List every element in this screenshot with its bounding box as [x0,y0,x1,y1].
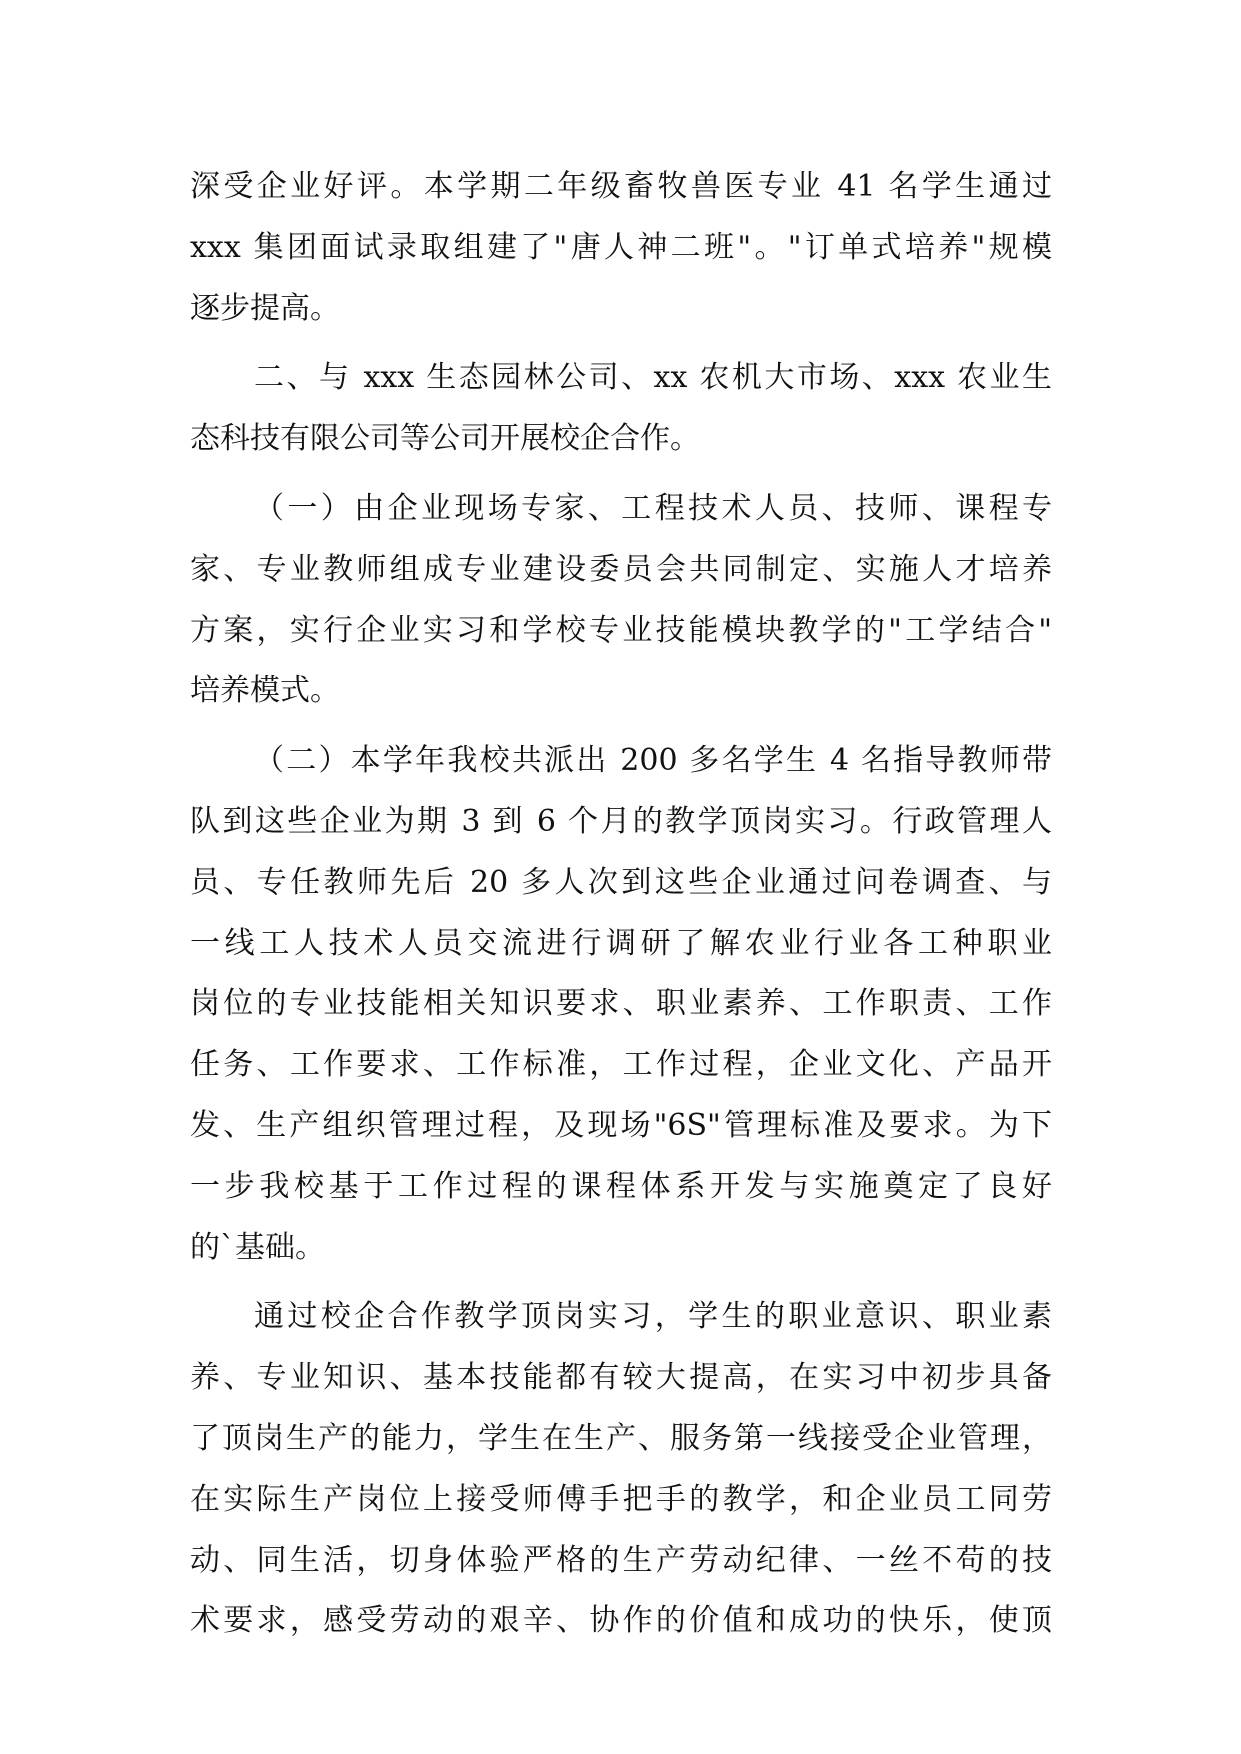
text-line: 方案，实行企业实习和学校专业技能模块教学的"工学结合" [190,612,1052,648]
text-line: 了顶岗生产的能力，学生在生产、服务第一线接受企业管理， [190,1420,1052,1456]
text-line: 逐步提高。 [190,290,340,326]
text-line: 深受企业好评。本学期二年级畜牧兽医专业 41 名学生通过 [190,169,1052,204]
text-line: （一）由企业现场专家、工程技术人员、技师、课程专 [254,490,1052,526]
paragraph [190,348,1052,470]
text-line: 一线工人技术人员交流进行调研了解农业行业各工种职业 [190,925,1052,961]
document-body [190,157,1052,1652]
text-line: 通过校企合作教学顶岗实习，学生的职业意识、职业素 [254,1299,1052,1335]
text-line: 养、专业知识、基本技能都有较大提高，在实习中初步具备 [190,1360,1052,1396]
text-line: 的`基础。 [190,1229,325,1265]
paragraph [190,479,1052,722]
text-line: （二）本学年我校共派出 200 多名学生 4 名指导教师带 [254,743,1052,779]
text-line: 术要求，感受劳动的艰辛、协作的价值和成功的快乐，使顶 [190,1603,1052,1639]
text-line: 动、同生活，切身体验严格的生产劳动纪律、一丝不苟的技 [190,1542,1052,1578]
text-line: 任务、工作要求、工作标准，工作过程，企业文化、产品开 [190,1047,1052,1083]
text-line: 家、专业教师组成专业建设委员会共同制定、实施人才培养 [190,551,1052,587]
text-line: xxx 集团面试录取组建了"唐人神二班"。"订单式培养"规模 [190,229,1052,265]
text-line: 一步我校基于工作过程的课程体系开发与实施奠定了良好 [190,1168,1052,1204]
text-line: 在实际生产岗位上接受师傅手把手的教学，和企业员工同劳 [190,1481,1052,1517]
text-line: 二、与 xxx 生态园林公司、xx 农机大市场、xxx 农业生 [254,360,1052,396]
paragraph [190,731,1052,1278]
text-line: 队到这些企业为期 3 到 6 个月的教学顶岗实习。行政管理人 [190,803,1052,839]
text-line: 培养模式。 [190,673,340,709]
paragraph [190,157,1052,339]
paragraph [190,1287,1052,1652]
text-line: 发、生产组织管理过程，及现场"6S"管理标准及要求。为下 [190,1107,1052,1143]
text-line: 态科技有限公司等公司开展校企合作。 [190,421,700,457]
text-line: 员、专任教师先后 20 多人次到这些企业通过问卷调查、与 [190,864,1052,900]
text-line: 岗位的专业技能相关知识要求、职业素养、工作职责、工作 [190,986,1052,1022]
